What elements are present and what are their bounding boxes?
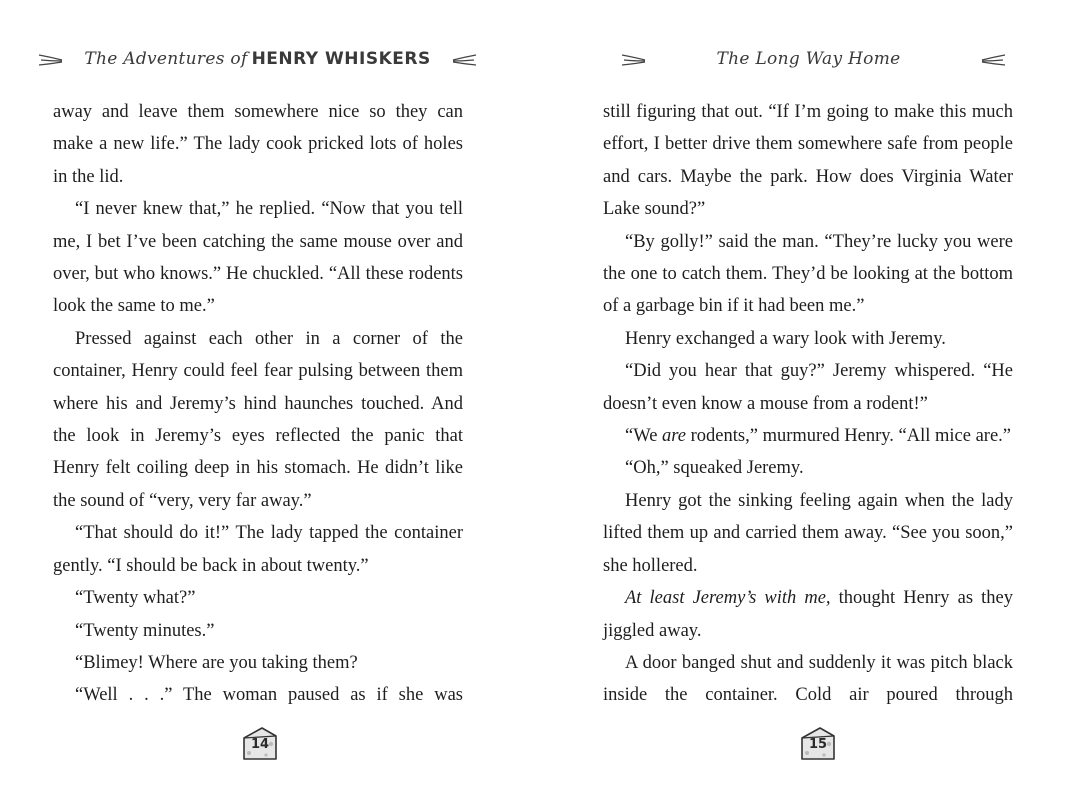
emphasis: At least Jeremy’s with me, <box>625 588 831 609</box>
paragraph: “By golly!” said the man. “They’re lucky you were the one to catch them. They’d be looking at the bottom of a garbage bin if it had been me.” <box>603 231 1013 317</box>
page-number-badge <box>798 724 838 764</box>
body-text <box>53 96 463 712</box>
paragraph <box>603 582 1013 647</box>
swash-lines-icon <box>38 52 64 66</box>
swash-lines-icon <box>980 52 1006 66</box>
book-title-script: The Adventures of <box>84 49 248 69</box>
swash-lines-icon <box>451 52 477 66</box>
page-number: 15 <box>808 737 828 752</box>
text-run: thought Henry as they jiggled away. <box>603 588 1013 641</box>
running-head <box>60 42 455 76</box>
body-text <box>603 96 1013 712</box>
paragraph: Pressed against each other in a corner of the container, Henry could feel fear pulsing between them where his and Jeremy’s hind haunches touched. And the look in Jeremy’s eyes reflected the panic that Henry felt coiling deep in his stomach. He didn’t like the sound of “very, very far away.” <box>53 328 463 511</box>
right-page <box>533 0 1066 800</box>
paragraph: Henry got the sinking feeling again when the lady lifted them up and carried them away. “See you soon,” she hollered. <box>603 490 1013 576</box>
running-head <box>611 42 1006 76</box>
paragraph: “Blimey! Where are you taking them? <box>75 652 358 673</box>
chapter-title: The Long Way Home <box>716 49 901 69</box>
paragraph: “That should do it!” The lady tapped the container gently. “I should be back in about twenty.” <box>53 523 463 576</box>
paragraph: still figuring that out. “If I’m going to make this much effort, I better drive them somewhere safe from people and cars. Maybe the park. How does Virginia Water Lake sound?” <box>603 102 1013 220</box>
book-title-caps: HENRY WHISKERS <box>251 49 431 69</box>
paragraph: “I never knew that,” he replied. “Now that you tell me, I bet I’ve been catching the same mouse over and over, but who knows.” He chuckled. “All these rodents look the same to me.” <box>53 199 463 317</box>
paragraph: “Well . . .” The woman paused as if she was <box>75 685 463 706</box>
paragraph: “Twenty minutes.” <box>75 620 215 641</box>
text-run: “We <box>625 426 663 447</box>
paragraph: Henry exchanged a wary look with Jeremy. <box>625 328 946 349</box>
page-number: 14 <box>250 737 270 752</box>
page-number-badge <box>240 724 280 764</box>
emphasis: are <box>662 426 687 447</box>
paragraph <box>603 420 1013 452</box>
text-run: rodents,” murmured Henry. “All mice are.” <box>686 426 1012 447</box>
paragraph: away and leave them somewhere nice so they can make a new life.” The lady cook pricked lots of holes in the lid. <box>53 102 463 187</box>
paragraph: “Oh,” squeaked Jeremy. <box>625 458 804 479</box>
book-title <box>64 49 450 69</box>
paragraph: “Twenty what?” <box>75 588 196 609</box>
paragraph: “Did you hear that guy?” Jeremy whispered. “He doesn’t even know a mouse from a rodent!” <box>603 361 1013 414</box>
swash-lines-icon <box>621 52 647 66</box>
paragraph: A door banged shut and suddenly it was pitch black inside the container. Cold air poured through <box>603 652 1013 706</box>
